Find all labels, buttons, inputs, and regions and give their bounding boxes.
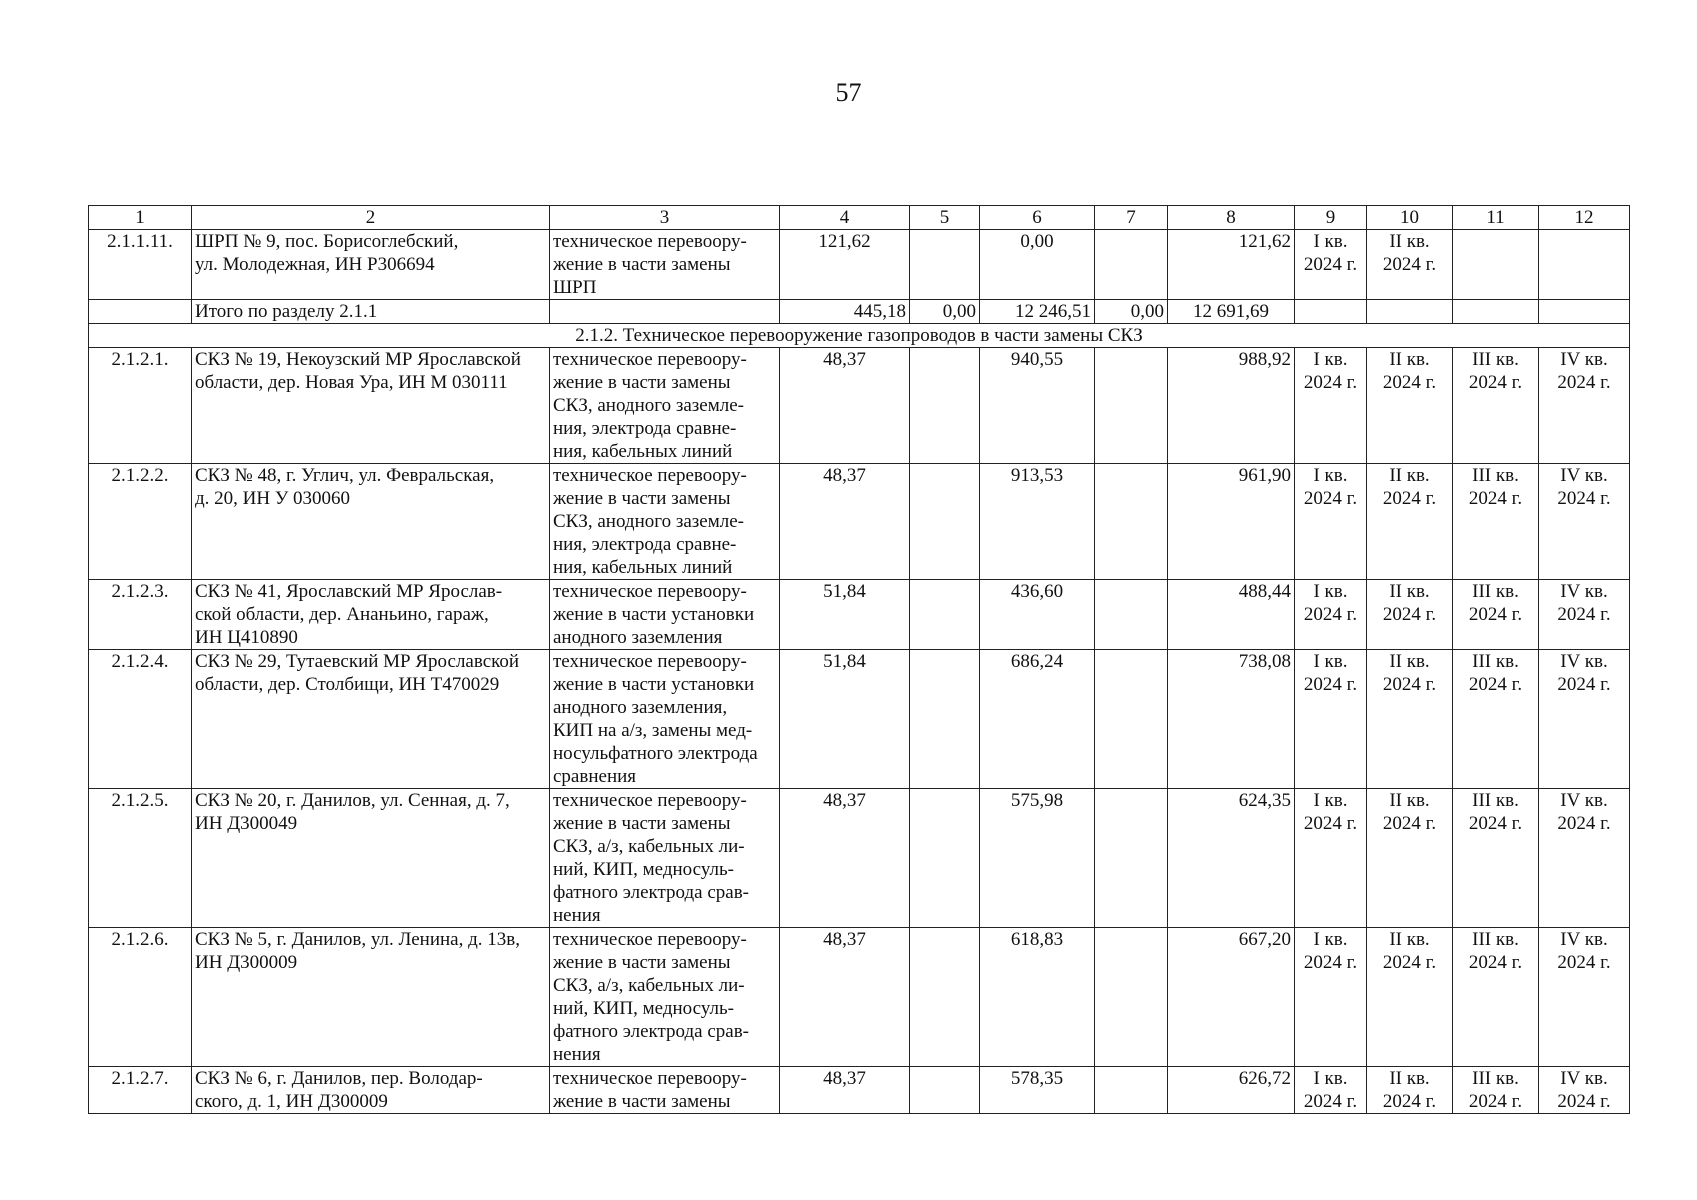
quarter-col10-line: II кв. bbox=[1389, 651, 1430, 672]
work-description bbox=[550, 650, 780, 789]
object-name-line: ИН Д300009 bbox=[195, 952, 298, 973]
total-empty bbox=[89, 300, 192, 324]
work-description-line: ний, КИП, медносуль- bbox=[553, 859, 734, 880]
value-col8: 667,20 bbox=[1168, 928, 1295, 1067]
work-description-line: жение в части замены bbox=[553, 372, 731, 393]
work-description bbox=[550, 1067, 780, 1114]
object-name-line: д. 20, ИН У 030060 bbox=[195, 488, 351, 509]
value-col7 bbox=[1095, 789, 1168, 928]
quarter-col11 bbox=[1453, 650, 1539, 789]
work-description-line: ния, кабельных линий bbox=[553, 441, 733, 462]
value-col8: 961,90 bbox=[1168, 464, 1295, 580]
total-col6: 12 246,51 bbox=[980, 300, 1095, 324]
quarter-start-line: 2024 г. bbox=[1303, 372, 1358, 393]
object-name-line: ул. Молодежная, ИН Р306694 bbox=[195, 254, 435, 275]
quarter-col11-line: III кв. bbox=[1472, 581, 1519, 602]
value-col5 bbox=[910, 1067, 980, 1114]
quarter-col12-line: IV кв. bbox=[1560, 651, 1608, 672]
work-description bbox=[550, 348, 780, 464]
value-col5 bbox=[910, 348, 980, 464]
quarter-col10 bbox=[1367, 1067, 1453, 1114]
value-col4: 48,37 bbox=[780, 928, 910, 1067]
work-description-line: ния, электрода сравне- bbox=[553, 534, 737, 555]
object-name bbox=[192, 928, 550, 1067]
object-name-line: ской области, дер. Ананьино, гараж, bbox=[195, 604, 489, 625]
quarter-col11 bbox=[1453, 928, 1539, 1067]
quarter-col12-line: 2024 г. bbox=[1557, 674, 1611, 695]
quarter-col11 bbox=[1453, 230, 1539, 300]
object-name bbox=[192, 464, 550, 580]
quarter-start-line: I кв. bbox=[1313, 1068, 1348, 1089]
work-description bbox=[550, 230, 780, 300]
quarter-col11-line: III кв. bbox=[1472, 1068, 1519, 1089]
row-number: 2.1.2.4. bbox=[89, 650, 192, 789]
work-description-line: жение в части замены bbox=[553, 488, 731, 509]
quarter-col10 bbox=[1367, 928, 1453, 1067]
value-col6: 0,00 bbox=[980, 230, 1095, 300]
quarter-start-line: I кв. bbox=[1313, 231, 1348, 252]
column-number: 1 bbox=[89, 206, 192, 230]
object-name-line: ИН Д300049 bbox=[195, 813, 298, 834]
value-col7 bbox=[1095, 580, 1168, 650]
quarter-col10 bbox=[1367, 789, 1453, 928]
value-col7 bbox=[1095, 348, 1168, 464]
column-number: 8 bbox=[1168, 206, 1295, 230]
quarter-start-line: I кв. bbox=[1313, 349, 1348, 370]
quarter-col10-line: 2024 г. bbox=[1382, 674, 1437, 695]
quarter-start-line: I кв. bbox=[1313, 465, 1348, 486]
column-number: 11 bbox=[1453, 206, 1539, 230]
total-empty bbox=[1539, 300, 1630, 324]
quarter-col10-line: II кв. bbox=[1389, 790, 1430, 811]
quarter-start-line: 2024 г. bbox=[1303, 1091, 1358, 1112]
quarter-col11-line: III кв. bbox=[1472, 349, 1519, 370]
quarter-col11 bbox=[1453, 580, 1539, 650]
column-number: 9 bbox=[1295, 206, 1367, 230]
object-name-line: области, дер. Новая Ура, ИН М 030111 bbox=[195, 372, 508, 393]
work-description-line: ния, электрода сравне- bbox=[553, 418, 737, 439]
object-name bbox=[192, 348, 550, 464]
quarter-start bbox=[1295, 230, 1367, 300]
quarter-start-line: I кв. bbox=[1313, 581, 1348, 602]
work-description bbox=[550, 464, 780, 580]
work-description bbox=[550, 789, 780, 928]
quarter-col11 bbox=[1453, 1067, 1539, 1114]
total-empty bbox=[550, 300, 780, 324]
column-number: 3 bbox=[550, 206, 780, 230]
quarter-start bbox=[1295, 348, 1367, 464]
value-col7 bbox=[1095, 650, 1168, 789]
section-title: 2.1.2. Техническое перевооружение газопроводов в части замены СКЗ bbox=[89, 324, 1630, 348]
table-row bbox=[89, 348, 1630, 464]
work-description-line: фатного электрода срав- bbox=[553, 1021, 750, 1042]
total-label: Итого по разделу 2.1.1 bbox=[192, 300, 550, 324]
quarter-col10 bbox=[1367, 348, 1453, 464]
quarter-col11-line: 2024 г. bbox=[1468, 813, 1523, 834]
quarter-col11 bbox=[1453, 789, 1539, 928]
object-name-line: СКЗ № 29, Тутаевский МР Ярославской bbox=[195, 651, 520, 672]
quarter-col12 bbox=[1539, 789, 1630, 928]
column-number: 5 bbox=[910, 206, 980, 230]
object-name-line: ШРП № 9, пос. Борисоглебский, bbox=[195, 231, 459, 252]
work-description-line: техническое перевоору- bbox=[553, 581, 747, 602]
quarter-col11-line: III кв. bbox=[1472, 651, 1519, 672]
quarter-start-line: 2024 г. bbox=[1303, 604, 1358, 625]
quarter-start-line: 2024 г. bbox=[1303, 674, 1358, 695]
total-row bbox=[89, 300, 1630, 324]
quarter-col12-line: 2024 г. bbox=[1557, 488, 1611, 509]
investment-table bbox=[88, 205, 1630, 1114]
table-row bbox=[89, 928, 1630, 1067]
quarter-col11 bbox=[1453, 464, 1539, 580]
quarter-start bbox=[1295, 650, 1367, 789]
value-col8: 488,44 bbox=[1168, 580, 1295, 650]
total-empty bbox=[1295, 300, 1367, 324]
quarter-start-line: 2024 г. bbox=[1303, 952, 1358, 973]
quarter-col10-line: 2024 г. bbox=[1382, 488, 1437, 509]
value-col7 bbox=[1095, 230, 1168, 300]
object-name-line: ского, д. 1, ИН Д300009 bbox=[195, 1091, 388, 1112]
quarter-col10-line: II кв. bbox=[1389, 231, 1430, 252]
quarter-col11-line: III кв. bbox=[1472, 929, 1519, 950]
value-col6: 618,83 bbox=[980, 928, 1095, 1067]
row-number: 2.1.2.7. bbox=[89, 1067, 192, 1114]
value-col5 bbox=[910, 650, 980, 789]
table-row bbox=[89, 650, 1630, 789]
work-description-line: техническое перевоору- bbox=[553, 929, 747, 950]
work-description-line: анодного заземления bbox=[553, 627, 723, 648]
work-description-line: жение в части замены bbox=[553, 1091, 731, 1112]
quarter-start-line: 2024 г. bbox=[1303, 488, 1358, 509]
table-row bbox=[89, 580, 1630, 650]
quarter-col10-line: II кв. bbox=[1389, 465, 1430, 486]
work-description-line: носульфатного электрода bbox=[553, 743, 758, 764]
quarter-col12 bbox=[1539, 1067, 1630, 1114]
work-description-line: техническое перевоору- bbox=[553, 1068, 747, 1089]
quarter-col12-line: 2024 г. bbox=[1557, 813, 1611, 834]
quarter-col11-line: 2024 г. bbox=[1468, 952, 1523, 973]
value-col5 bbox=[910, 580, 980, 650]
column-number: 6 bbox=[980, 206, 1095, 230]
object-name bbox=[192, 1067, 550, 1114]
work-description bbox=[550, 928, 780, 1067]
quarter-col12-line: IV кв. bbox=[1560, 1068, 1608, 1089]
quarter-col10 bbox=[1367, 230, 1453, 300]
quarter-col10-line: II кв. bbox=[1389, 581, 1430, 602]
quarter-col12 bbox=[1539, 230, 1630, 300]
quarter-col10-line: II кв. bbox=[1389, 929, 1430, 950]
quarter-col12 bbox=[1539, 650, 1630, 789]
work-description-line: жение в части замены bbox=[553, 813, 731, 834]
value-col4: 51,84 bbox=[780, 580, 910, 650]
work-description-line: СКЗ, анодного заземле- bbox=[553, 395, 744, 416]
work-description-line: СКЗ, анодного заземле- bbox=[553, 511, 744, 532]
quarter-col12 bbox=[1539, 580, 1630, 650]
value-col6: 913,53 bbox=[980, 464, 1095, 580]
value-col8: 626,72 bbox=[1168, 1067, 1295, 1114]
value-col4: 48,37 bbox=[780, 1067, 910, 1114]
column-number: 2 bbox=[192, 206, 550, 230]
value-col7 bbox=[1095, 928, 1168, 1067]
column-number: 7 bbox=[1095, 206, 1168, 230]
value-col7 bbox=[1095, 464, 1168, 580]
quarter-col11-line: III кв. bbox=[1472, 790, 1519, 811]
quarter-start bbox=[1295, 580, 1367, 650]
quarter-col12-line: IV кв. bbox=[1560, 929, 1608, 950]
value-col5 bbox=[910, 928, 980, 1067]
row-number: 2.1.2.5. bbox=[89, 789, 192, 928]
table-row bbox=[89, 230, 1630, 300]
column-number: 4 bbox=[780, 206, 910, 230]
value-col4: 48,37 bbox=[780, 789, 910, 928]
quarter-start-line: 2024 г. bbox=[1303, 254, 1358, 275]
work-description-line: КИП на а/з, замены мед- bbox=[553, 720, 753, 741]
quarter-col12-line: 2024 г. bbox=[1557, 1091, 1611, 1112]
quarter-col12-line: 2024 г. bbox=[1557, 604, 1611, 625]
quarter-col12-line: IV кв. bbox=[1560, 465, 1608, 486]
value-col4: 48,37 bbox=[780, 464, 910, 580]
quarter-start bbox=[1295, 928, 1367, 1067]
work-description-line: техническое перевоору- bbox=[553, 651, 747, 672]
total-col5: 0,00 bbox=[910, 300, 980, 324]
value-col5 bbox=[910, 230, 980, 300]
value-col6: 436,60 bbox=[980, 580, 1095, 650]
row-number: 2.1.2.6. bbox=[89, 928, 192, 1067]
work-description-line: жение в части установки bbox=[553, 674, 755, 695]
work-description-line: нения bbox=[553, 1044, 601, 1065]
column-number: 10 bbox=[1367, 206, 1453, 230]
work-description-line: жение в части установки bbox=[553, 604, 755, 625]
quarter-start bbox=[1295, 464, 1367, 580]
quarter-col10-line: 2024 г. bbox=[1382, 604, 1437, 625]
total-col8: 12 691,69 bbox=[1168, 300, 1295, 324]
quarter-col10-line: 2024 г. bbox=[1382, 813, 1437, 834]
value-col4: 121,62 bbox=[780, 230, 910, 300]
object-name-line: СКЗ № 5, г. Данилов, ул. Ленина, д. 13в, bbox=[195, 929, 520, 950]
value-col6: 578,35 bbox=[980, 1067, 1095, 1114]
quarter-col10-line: 2024 г. bbox=[1382, 372, 1437, 393]
quarter-start-line: 2024 г. bbox=[1303, 813, 1358, 834]
quarter-col10-line: II кв. bbox=[1389, 349, 1430, 370]
object-name-line: ИН Ц410890 bbox=[195, 627, 298, 648]
row-number: 2.1.2.2. bbox=[89, 464, 192, 580]
total-empty bbox=[1367, 300, 1453, 324]
table-row bbox=[89, 464, 1630, 580]
quarter-col12-line: IV кв. bbox=[1560, 790, 1608, 811]
quarter-col10 bbox=[1367, 650, 1453, 789]
quarter-col11-line: 2024 г. bbox=[1468, 1091, 1523, 1112]
quarter-col12-line: 2024 г. bbox=[1557, 372, 1611, 393]
quarter-start-line: I кв. bbox=[1313, 929, 1348, 950]
quarter-col10-line: 2024 г. bbox=[1382, 254, 1437, 275]
quarter-col12-line: IV кв. bbox=[1560, 349, 1608, 370]
total-col7: 0,00 bbox=[1095, 300, 1168, 324]
value-col4: 48,37 bbox=[780, 348, 910, 464]
object-name-line: СКЗ № 48, г. Углич, ул. Февральская, bbox=[195, 465, 495, 486]
page-number: 57 bbox=[835, 78, 862, 107]
quarter-col10-line: 2024 г. bbox=[1382, 1091, 1437, 1112]
value-col8: 121,62 bbox=[1168, 230, 1295, 300]
object-name bbox=[192, 230, 550, 300]
work-description-line: техническое перевоору- bbox=[553, 465, 747, 486]
work-description-line: техническое перевоору- bbox=[553, 790, 747, 811]
work-description-line: СКЗ, а/з, кабельных ли- bbox=[553, 836, 745, 857]
table-row bbox=[89, 789, 1630, 928]
work-description-line: сравнения bbox=[553, 766, 637, 787]
value-col6: 686,24 bbox=[980, 650, 1095, 789]
quarter-col12 bbox=[1539, 928, 1630, 1067]
value-col6: 575,98 bbox=[980, 789, 1095, 928]
quarter-col11-line: 2024 г. bbox=[1468, 372, 1523, 393]
value-col6: 940,55 bbox=[980, 348, 1095, 464]
value-col8: 988,92 bbox=[1168, 348, 1295, 464]
object-name bbox=[192, 789, 550, 928]
object-name-line: СКЗ № 19, Некоузский МР Ярославской bbox=[195, 349, 521, 370]
quarter-col10-line: 2024 г. bbox=[1382, 952, 1437, 973]
quarter-start-line: I кв. bbox=[1313, 790, 1348, 811]
quarter-col11-line: 2024 г. bbox=[1468, 488, 1523, 509]
work-description-line: ний, КИП, медносуль- bbox=[553, 998, 734, 1019]
table-row bbox=[89, 1067, 1630, 1114]
work-description-line: жение в части замены bbox=[553, 254, 731, 275]
value-col5 bbox=[910, 789, 980, 928]
object-name-line: области, дер. Столбищи, ИН Т470029 bbox=[195, 674, 500, 695]
quarter-col11-line: 2024 г. bbox=[1468, 674, 1523, 695]
quarter-col12 bbox=[1539, 348, 1630, 464]
quarter-start bbox=[1295, 789, 1367, 928]
value-col8: 738,08 bbox=[1168, 650, 1295, 789]
value-col7 bbox=[1095, 1067, 1168, 1114]
quarter-col10 bbox=[1367, 464, 1453, 580]
total-col4: 445,18 bbox=[780, 300, 910, 324]
row-number: 2.1.2.3. bbox=[89, 580, 192, 650]
work-description-line: фатного электрода срав- bbox=[553, 882, 750, 903]
object-name-line: СКЗ № 6, г. Данилов, пер. Володар- bbox=[195, 1068, 483, 1089]
quarter-col11 bbox=[1453, 348, 1539, 464]
work-description-line: ШРП bbox=[553, 277, 597, 298]
column-number: 12 bbox=[1539, 206, 1630, 230]
work-description-line: жение в части замены bbox=[553, 952, 731, 973]
total-empty bbox=[1453, 300, 1539, 324]
quarter-col12-line: IV кв. bbox=[1560, 581, 1608, 602]
quarter-start-line: I кв. bbox=[1313, 651, 1348, 672]
object-name bbox=[192, 650, 550, 789]
quarter-start bbox=[1295, 1067, 1367, 1114]
quarter-col11-line: III кв. bbox=[1472, 465, 1519, 486]
quarter-col12-line: 2024 г. bbox=[1557, 952, 1611, 973]
work-description-line: анодного заземления, bbox=[553, 697, 728, 718]
row-number: 2.1.2.1. bbox=[89, 348, 192, 464]
column-number-row bbox=[89, 206, 1630, 230]
section-row bbox=[89, 324, 1630, 348]
value-col5 bbox=[910, 464, 980, 580]
quarter-col10 bbox=[1367, 580, 1453, 650]
quarter-col10-line: II кв. bbox=[1389, 1068, 1430, 1089]
quarter-col11-line: 2024 г. bbox=[1468, 604, 1523, 625]
object-name-line: СКЗ № 41, Ярославский МР Ярослав- bbox=[195, 581, 503, 602]
work-description bbox=[550, 580, 780, 650]
work-description-line: техническое перевоору- bbox=[553, 231, 747, 252]
work-description-line: ния, кабельных линий bbox=[553, 557, 733, 578]
object-name-line: СКЗ № 20, г. Данилов, ул. Сенная, д. 7, bbox=[195, 790, 510, 811]
object-name bbox=[192, 580, 550, 650]
work-description-line: СКЗ, а/з, кабельных ли- bbox=[553, 975, 745, 996]
value-col4: 51,84 bbox=[780, 650, 910, 789]
work-description-line: нения bbox=[553, 905, 601, 926]
value-col8: 624,35 bbox=[1168, 789, 1295, 928]
quarter-col12 bbox=[1539, 464, 1630, 580]
work-description-line: техническое перевоору- bbox=[553, 349, 747, 370]
row-number: 2.1.1.11. bbox=[89, 230, 192, 300]
